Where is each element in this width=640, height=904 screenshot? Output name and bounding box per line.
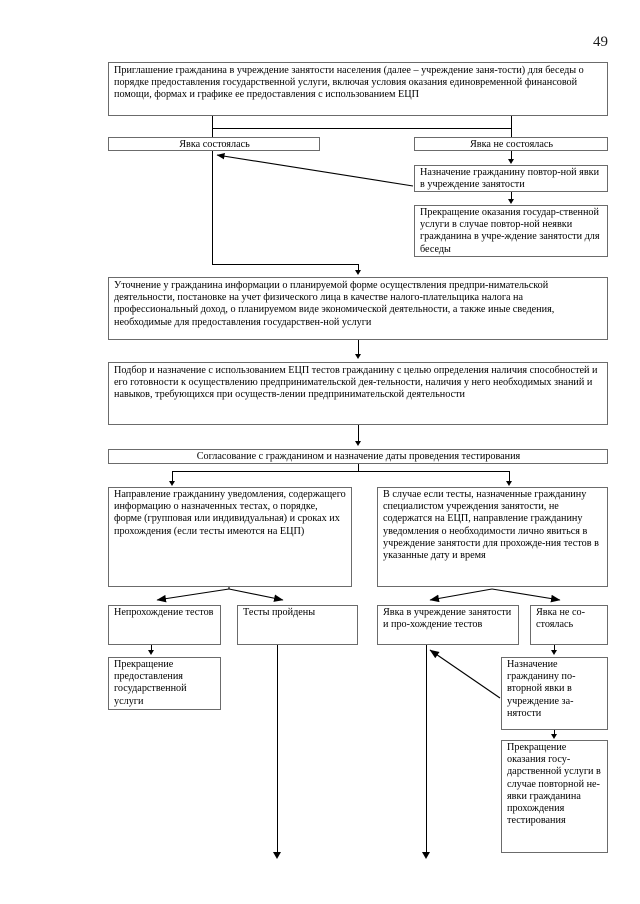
node-reappointment-text: Назначение гражданину повтор-ной явки в учреждение занятости	[420, 167, 600, 191]
node-tests-failed-text: Непрохождение тестов	[114, 607, 214, 618]
connector-agreement-split	[172, 471, 510, 472]
connector-appearance-to-clarification	[212, 151, 213, 264]
arrowhead-tests-passed-bottom	[273, 852, 281, 859]
arrowhead-to-clarification	[355, 270, 361, 275]
arrowhead-to-reappointment-2	[551, 650, 557, 655]
node-termination-no-show	[414, 205, 608, 257]
connector-tests-passed-long	[277, 645, 278, 857]
node-notification-in-person-text: В случае если тесты, назначенные гражданину специалистом учреждения занятости, не содержатся на ЕЦП, направление гражданину уведомления о необходимости лично явиться в учреждение занятости для прохожде-ния тестов в указанные дату и время	[383, 489, 599, 562]
node-appearance-took-place-text: Явка состоялась	[179, 139, 250, 150]
page-number: 49	[593, 34, 608, 50]
node-appearance-failed	[530, 605, 608, 645]
node-notification-in-person	[377, 487, 608, 587]
node-clarification	[108, 277, 608, 340]
connector-to-appearance-no	[511, 128, 512, 137]
node-tests-passed-text: Тесты пройдены	[243, 607, 316, 618]
connector-invitation-split	[212, 128, 512, 129]
arrowhead-to-termination-service	[148, 650, 154, 655]
node-termination-no-show-text: Прекращение оказания государ-ственной услуги в случае повтор-ной неявки гражданина в учре-ждение занятости для беседы	[420, 207, 600, 255]
node-notification-ecp	[108, 487, 352, 587]
connector-appearance-tests-long	[426, 645, 427, 857]
node-tests-failed	[108, 605, 221, 645]
arrowhead-to-reappointment	[508, 159, 514, 164]
arrowhead-to-notification-ecp	[169, 481, 175, 486]
node-invitation-text: Приглашение гражданина в учреждение занятости населения (далее – учреждение заня-тости) для беседы о порядке предоставления государственной услуги, включая условия оказания единовременной финансовой помощи, формах и графике ее предоставления с использованием ЕЦП	[114, 65, 584, 101]
node-termination-service	[108, 657, 221, 710]
node-invitation	[108, 62, 608, 116]
arrowhead-to-test-selection	[355, 354, 361, 359]
connector-person-to-appearance-tests	[430, 589, 492, 600]
node-notification-ecp-text: Направление гражданину уведомления, содержащего информацию о назначенных тестах, о порядке, форме (групповая или индивидуальная) и сроках их прохождения (если тесты имеются на ЕЦП)	[114, 489, 346, 537]
node-clarification-text: Уточнение у гражданина информации о планируемой форме осуществления предпри-нимательской деятельности, постановке на учет физического лица в качестве налого-плательщика налога на профессиональный доход, о планируемом виде экономической деятельности, а также иные сведения, необходимые для предоставления государствен-ной услуги	[114, 280, 555, 328]
node-agreement-date	[108, 449, 608, 464]
connector-reappointment-to-appearance	[217, 155, 413, 186]
connector-agreement-stem	[358, 464, 359, 472]
node-appearance-took-place	[108, 137, 320, 151]
node-agreement-date-text: Согласование с гражданином и назначение даты проведения тестирования	[196, 451, 521, 462]
connector-person-to-appearance-failed	[492, 589, 560, 600]
node-appearance-and-tests	[377, 605, 519, 645]
arrowhead-appearance-tests-bottom	[422, 852, 430, 859]
connector-appearance-to-clarification-h	[212, 264, 359, 265]
arrowhead-to-notification-in-person	[506, 481, 512, 486]
arrowhead-to-agreement	[355, 441, 361, 446]
node-appearance-not-took-place-text: Явка не состоялась	[469, 139, 554, 150]
node-termination-service-text: Прекращение предоставления государственной услуги	[114, 659, 187, 707]
node-termination-no-show-2-text: Прекращение оказания госу-дарственной услуги в случае повторной не-явки гражданина прохождения тестирования	[507, 742, 601, 827]
connector-reappointment2-feedback	[430, 650, 500, 698]
node-appearance-and-tests-text: Явка в учреждение занятости и про-хождение тестов	[383, 607, 512, 631]
arrowhead-to-termination-no-show-2	[551, 734, 557, 739]
connector-to-appearance-yes	[212, 128, 213, 137]
node-termination-no-show-2	[501, 740, 608, 853]
node-reappointment	[414, 165, 608, 192]
node-reappointment-2-text: Назначение гражданину по-вторной явки в учреждение за-нятости	[507, 659, 576, 719]
connector-ecp-to-tests-failed	[157, 589, 229, 600]
node-appearance-not-took-place	[414, 137, 608, 151]
node-reappointment-2	[501, 657, 608, 730]
node-test-selection-text: Подбор и назначение с использованием ЕЦП тестов гражданину с целью определения наличия способностей и его готовности к осуществлению предпринимательской дея-тельности, наличия у него необходимых знаний и навыков, требующихся при осуществ-лении предпринимательской деятельности	[114, 365, 598, 401]
arrowhead-to-termination-noshow	[508, 199, 514, 204]
node-appearance-failed-text: Явка не со-стоялась	[536, 607, 585, 631]
node-tests-passed	[237, 605, 358, 645]
node-test-selection	[108, 362, 608, 425]
connector-ecp-to-tests-passed	[229, 589, 283, 600]
